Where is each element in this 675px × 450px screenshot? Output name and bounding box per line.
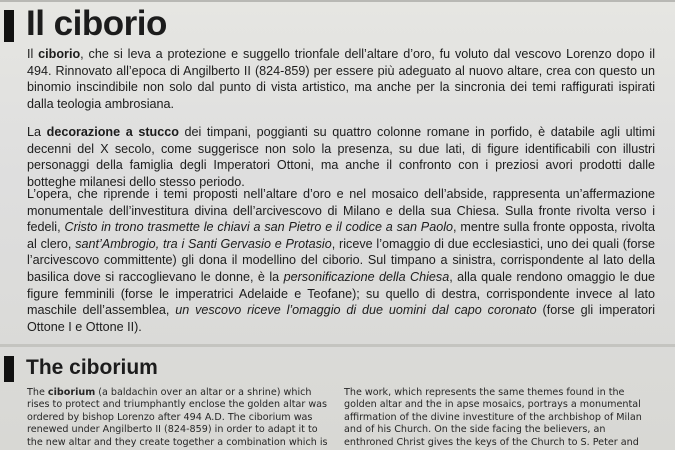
section-marker-bar (4, 356, 14, 382)
bold-text-run: ciborio (38, 47, 81, 61)
italian-paragraph-3 (27, 186, 655, 335)
english-column-right (344, 387, 647, 449)
english-column-left (27, 387, 330, 449)
text-run: L’opera, che riprende i temi proposti nell’altare d’oro e nel mosaico dell’abside, rappresenta un’affermazione monumentale dell’investitura divina dell’arcivescovo di Milano e della sua Chiesa. Sulla fronte rivolta verso i fedeli, (27, 187, 655, 235)
text-run: , riceve l’omaggio di due ecclesiastici, uno dei quali (forse l’arcivescovo committente) gli dona il modellino del ciborio. Sul timpano a sinistra, corrispondente al lato della basilica dove si raccoglievano le donne, è la (27, 236, 655, 284)
section-divider (0, 344, 675, 347)
text-run: The work, which represents the same themes found in the golden altar and the in apse mosaics, portrays a monumental affirmation of the divine investiture of the archbishop of Milan and of his Church. On the side facing the believers, an enthroned Christ gives the keys of the Church to S. Peter and (344, 387, 642, 448)
text-run: (a baldachin over an altar or a shrine) which rises to protect and triumphantly enclose the golden altar was ordered by bishop Lorenzo after 494 A.D. The ciborium was renewed under Angilberto II (824-859) in order to adapt it to the new altar and they create together a combination which is (27, 387, 328, 448)
italian-paragraph-2 (27, 124, 655, 190)
italian-title: Il ciborio (26, 4, 167, 43)
italic-text-run: un vescovo riceve l’omaggio di due uomini dal capo coronato (175, 303, 537, 318)
text-run: , che si leva a protezione e suggello trionfale dell’altare d’oro, fu voluto dal vescovo Lorenzo dopo il 494. Rinnovato all’epoca di Angilberto II (824-859) per essere più adeguato al nuovo altare, crea con questo un binomio inscindibile non solo dal punto di vista artistico, ma anche per la sincronia dei temi raffigurati ispirati dalla teologia ambrosiana. (27, 47, 656, 111)
english-title: The ciborium (26, 356, 158, 379)
text-run: , mentre sulla fronte opposta, rivolta al clero, (27, 220, 656, 251)
text-run: The (27, 387, 48, 398)
section-marker-bar (4, 10, 14, 42)
text-run: dei timpani, poggianti su quattro colonne romane in porfido, è databile agli ultimi decenni del X secolo, come suggerisce non solo la presenza, su due lati, di figure identificabili con illustri personaggi della famiglia degli Imperatori Ottoni, ma anche il confronto con i preziosi avori prodotti dalle botteghe milanesi dello stesso periodo. (27, 125, 656, 189)
italic-text-run: personificazione della Chiesa (283, 269, 450, 284)
italic-text-run: Cristo in trono trasmette le chiavi a san Pietro e il codice a san Paolo (64, 220, 454, 235)
bold-text-run: ciborium (47, 387, 96, 398)
italian-paragraph-1 (27, 46, 655, 112)
top-edge (0, 0, 675, 2)
text-run: Il (27, 47, 39, 61)
italic-text-run: sant’Ambrogio, tra i Santi Gervasio e Protasio (75, 236, 332, 251)
text-run: La (27, 125, 47, 139)
text-run: , alla quale rendono omaggio le due figure femminili (forse le imperatrici Adelaide e Teofane); su quello di destra, corrispondente invece al lato maschile dell’assemblea, (27, 269, 655, 318)
text-run: (forse gli imperatori Ottone I e Ottone II). (27, 303, 656, 334)
bold-text-run: decorazione a stucco (46, 125, 179, 139)
